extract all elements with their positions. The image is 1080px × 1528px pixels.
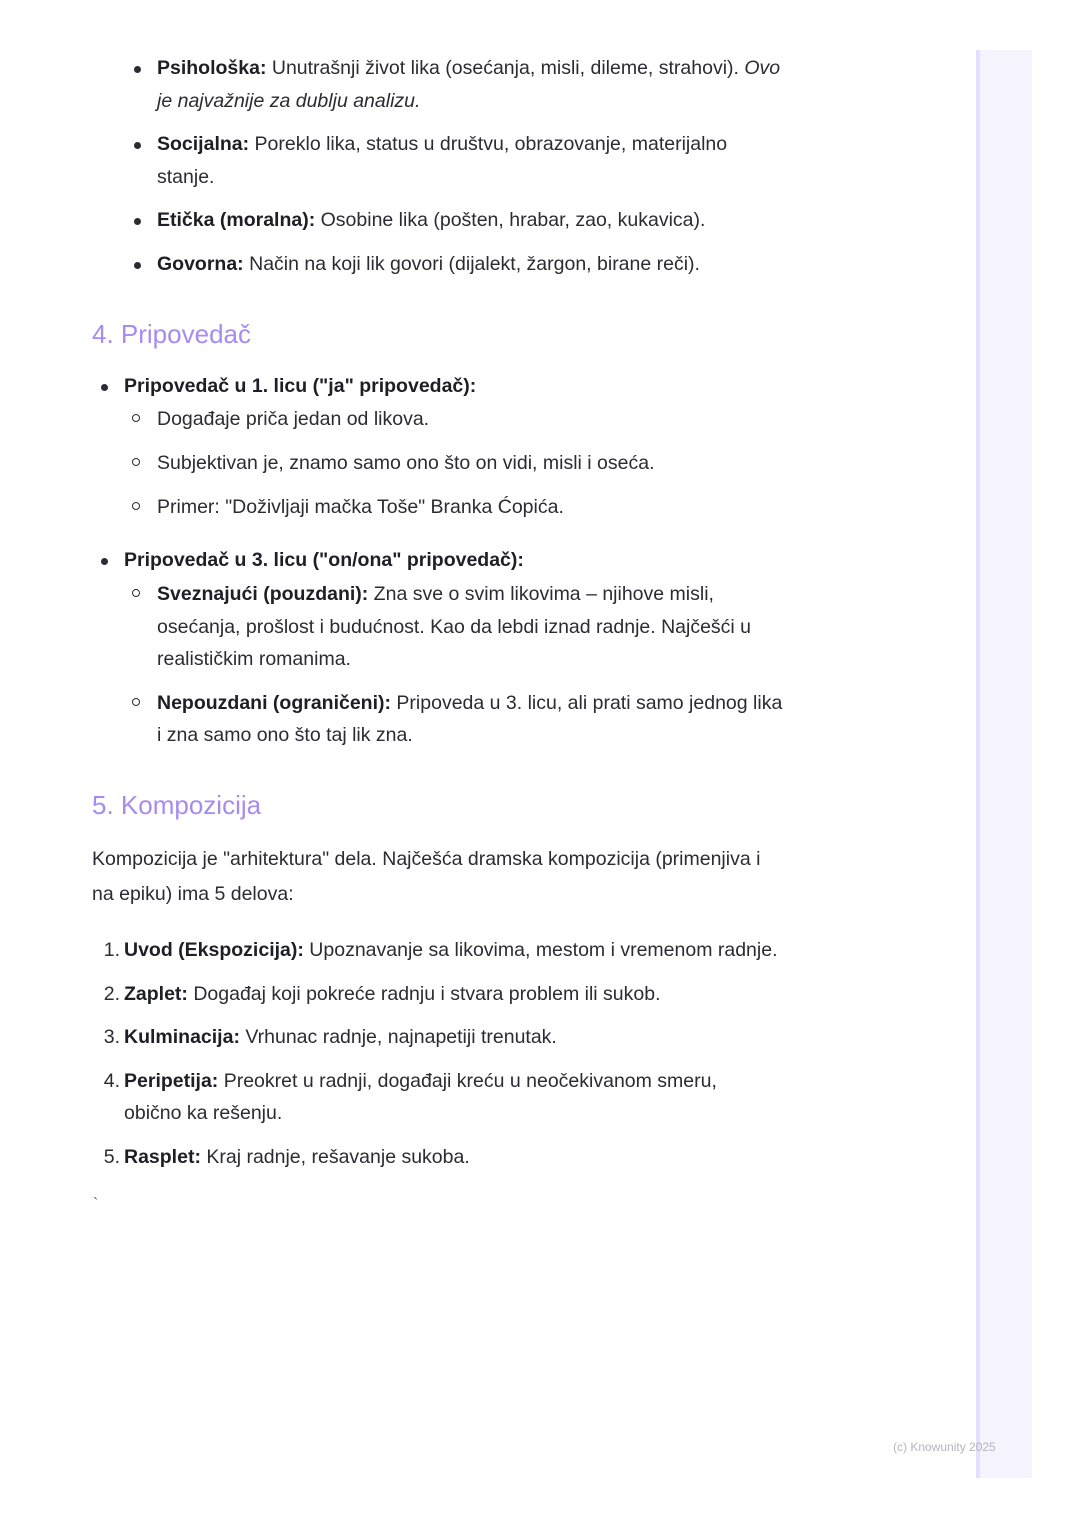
sub-list-item: Primer: "Doživljaji mačka Toše" Branka Ćopića. bbox=[157, 496, 564, 518]
sub-bullet bbox=[132, 698, 140, 706]
bullet bbox=[101, 384, 108, 391]
section-heading: 4. Pripovedač bbox=[92, 319, 251, 349]
bullet bbox=[101, 558, 108, 565]
footer-copyright: (c) Knowunity 2025 bbox=[893, 1440, 996, 1454]
sub-bullet bbox=[132, 458, 140, 466]
sub-list-item-continuation: i zna samo ono što taj lik zna. bbox=[157, 724, 413, 746]
sub-list-item: Sveznajući (pouzdani): Zna sve o svim likovima – njihove misli, bbox=[157, 583, 714, 605]
list-number: 3. bbox=[103, 1026, 120, 1048]
list-item: Pripovedač u 3. licu ("on/ona" pripovedač): bbox=[124, 549, 524, 571]
ordered-list-item: Uvod (Ekspozicija): Upoznavanje sa likovima, mestom i vremenom radnje. bbox=[124, 939, 778, 961]
stray-mark: ` bbox=[93, 1196, 99, 1213]
bullet bbox=[134, 262, 141, 269]
list-item-continuation: je najvažnije za dublju analizu. bbox=[157, 90, 421, 112]
paragraph-line: na epiku) ima 5 delova: bbox=[92, 883, 294, 905]
sub-list-item-continuation: osećanja, prošlost i budućnost. Kao da lebdi iznad radnje. Najčešći u bbox=[157, 616, 752, 638]
list-item: Socijalna: Poreklo lika, status u društvu, obrazovanje, materijalno bbox=[157, 133, 728, 155]
sub-list-item: Nepouzdani (ograničeni): Pripoveda u 3. licu, ali prati samo jednog lika bbox=[157, 692, 783, 714]
ordered-list-item-continuation: obično ka rešenju. bbox=[124, 1102, 283, 1124]
page-sidebar bbox=[976, 50, 1032, 1478]
sub-list-item: Događaje priča jedan od likova. bbox=[157, 408, 430, 430]
ordered-list-item: Kulminacija: Vrhunac radnje, najnapetiji trenutak. bbox=[124, 1026, 557, 1048]
list-item: Pripovedač u 1. licu ("ja" pripovedač): bbox=[124, 375, 477, 397]
list-item: Psihološka: Unutrašnji život lika (osećanja, misli, dileme, strahovi). Ovo bbox=[157, 57, 781, 79]
sub-bullet bbox=[132, 414, 140, 422]
ordered-list-item: Peripetija: Preokret u radnji, događaji kreću u neočekivanom smeru, bbox=[124, 1070, 717, 1092]
list-item: Etička (moralna): Osobine lika (pošten, hrabar, zao, kukavica). bbox=[157, 209, 706, 231]
list-number: 2. bbox=[103, 983, 120, 1005]
sub-bullet bbox=[132, 502, 140, 510]
ordered-list-item: Rasplet: Kraj radnje, rešavanje sukoba. bbox=[124, 1146, 470, 1168]
list-item-continuation: stanje. bbox=[157, 166, 215, 188]
sub-list-item-continuation: realističkim romanima. bbox=[157, 648, 351, 670]
bullet bbox=[134, 142, 141, 149]
sub-list-item: Subjektivan je, znamo samo ono što on vidi, misli i oseća. bbox=[157, 452, 655, 474]
sub-bullet bbox=[132, 589, 140, 597]
section-heading: 5. Kompozicija bbox=[92, 790, 262, 820]
list-number: 4. bbox=[103, 1070, 120, 1092]
list-number: 5. bbox=[103, 1146, 120, 1168]
bullet bbox=[134, 66, 141, 73]
list-number: 1. bbox=[103, 939, 120, 961]
paragraph-line: Kompozicija je "arhitektura" dela. Najčešća dramska kompozicija (primenjiva i bbox=[92, 848, 761, 870]
list-item: Govorna: Način na koji lik govori (dijalekt, žargon, birane reči). bbox=[157, 253, 700, 275]
ordered-list-item: Zaplet: Događaj koji pokreće radnju i stvara problem ili sukob. bbox=[124, 983, 661, 1005]
bullet bbox=[134, 218, 141, 225]
